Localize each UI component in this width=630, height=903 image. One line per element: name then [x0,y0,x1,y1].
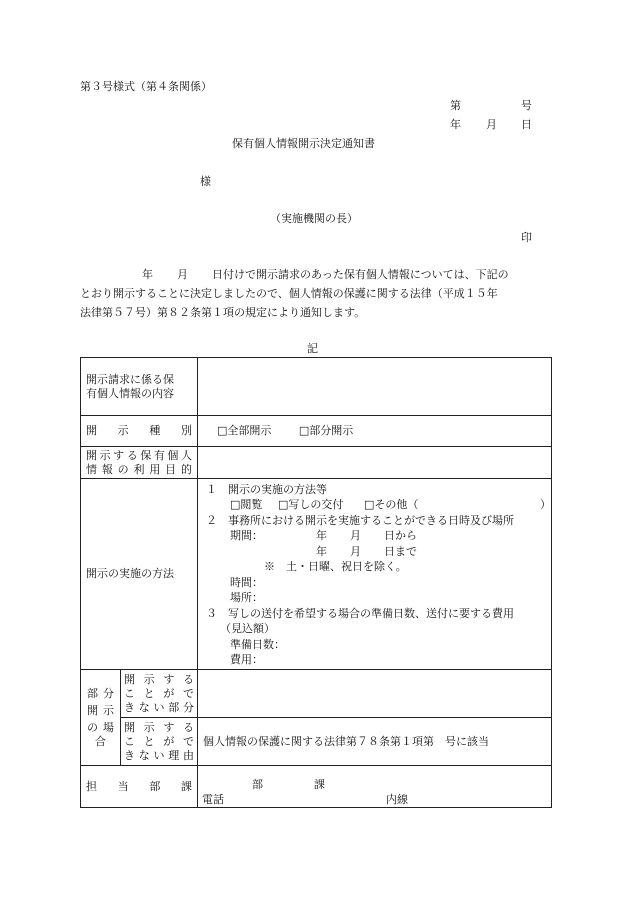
label-undisclosable-part [121,670,198,718]
option-partial-disclosure[interactable]: □部分開示 [298,424,354,437]
label-line: ことがで [124,734,194,748]
label-line: 開示する [124,672,194,686]
label-undisclosable-reason [121,718,198,766]
value-disclosure-method [198,479,552,670]
value-undisclosable-part [198,670,552,718]
label-usage-purpose [81,447,198,479]
dept-ka: 課 [314,778,325,791]
extension-label: 内線 [386,793,408,806]
method-heading-3: ３ 写しの送付を希望する場合の準備日数、送付に要する費用 [206,607,514,620]
label-partial-case [81,670,121,766]
cost-label: 費用： [230,653,263,666]
option-other-close: ） [540,498,551,511]
body-line1: 日付けで開示請求のあった保有個人情報については、下記の [212,268,509,281]
prep-days-label: 準備日数： [230,638,285,651]
period-to-year: 年 [316,545,327,558]
place-label: 場所： [230,591,263,604]
label-line: きない理由 [124,748,194,762]
disclosure-table [80,357,552,808]
label-line: の場 [87,720,114,734]
label-line: 部分 [87,686,114,700]
method-heading-1: １ 開示の実施の方法等 [206,483,327,496]
body-month: 月 [177,268,188,281]
row-undisclosable-part [81,670,552,718]
period-to-month: 月 [350,545,361,558]
value-undisclosable-reason: 個人情報の保護に関する法律第７８条第１項第 号に該当 [198,718,552,766]
addressee-suffix: 様 [200,175,211,188]
option-full-disclosure[interactable]: □全部開示 [217,424,272,437]
doc-number-suffix: 号 [521,99,532,112]
body-year: 年 [142,268,153,281]
label-disclosure-method: 開示の実施の方法 [81,479,198,670]
form-number: 第３号様式（第４条関係） [80,80,212,93]
row-undisclosable-reason [81,718,552,766]
value-usage-purpose [198,447,552,479]
label-line: 開示する保有個人 [86,448,192,462]
label-request-content [81,358,198,416]
time-label: 時間： [230,576,263,589]
value-request-content [198,358,552,416]
method-heading-2: ２ 事務所における開示を実施することができる日時及び場所 [206,514,514,527]
date-month: 月 [486,118,497,131]
row-contact-dept [81,766,552,808]
phone-label: 電話 [202,793,224,806]
label-line: ことがで [124,686,194,700]
date-year: 年 [450,118,461,131]
seal-mark: 印 [521,231,532,244]
period-from-day: 日から [384,529,417,542]
date-day: 日 [521,118,532,131]
dept-bu: 部 [252,778,263,791]
label-line: きない部分 [124,700,194,714]
value-contact-dept [198,766,552,808]
period-label: 期間： [230,529,263,542]
holiday-note: ※ 土・日曜、祝日を除く。 [264,560,407,573]
label-line: 開示請求に係る保 [86,372,174,386]
label-line: 有個人情報の内容 [86,386,174,400]
doc-number-label: 第 [450,99,461,112]
label-line: 合 [95,734,106,748]
label-contact-dept: 担当部課 [81,766,198,808]
option-other[interactable]: □その他（ [364,498,419,511]
row-disclosure-type [81,416,552,447]
estimate-note: （見込額） [220,622,275,635]
label-disclosure-type: 開示種別 [81,416,198,447]
agency-head: （実施機関の長） [270,212,358,225]
period-from-year: 年 [316,529,327,542]
row-request-content [81,358,552,416]
label-line: 開示 [87,703,114,717]
body-line3: 法律第５７号）第８２条第１項の規定により通知します。 [80,306,366,319]
period-to-day: 日まで [384,545,417,558]
ki-heading: 記 [307,342,318,355]
label-line: 情報の利用目的 [86,462,192,476]
period-from-month: 月 [350,529,361,542]
document-title: 保有個人情報開示決定通知書 [232,137,375,150]
body-line2: とおり開示することに決定しましたので、個人情報の保護に関する法律（平成１５年 [80,287,498,300]
row-usage-purpose [81,447,552,479]
label-line: 開示する [124,720,194,734]
option-view[interactable]: □閲覧 [230,498,263,511]
row-disclosure-method [81,479,552,670]
option-copy[interactable]: □写しの交付 [278,498,344,511]
value-disclosure-type [198,416,552,447]
